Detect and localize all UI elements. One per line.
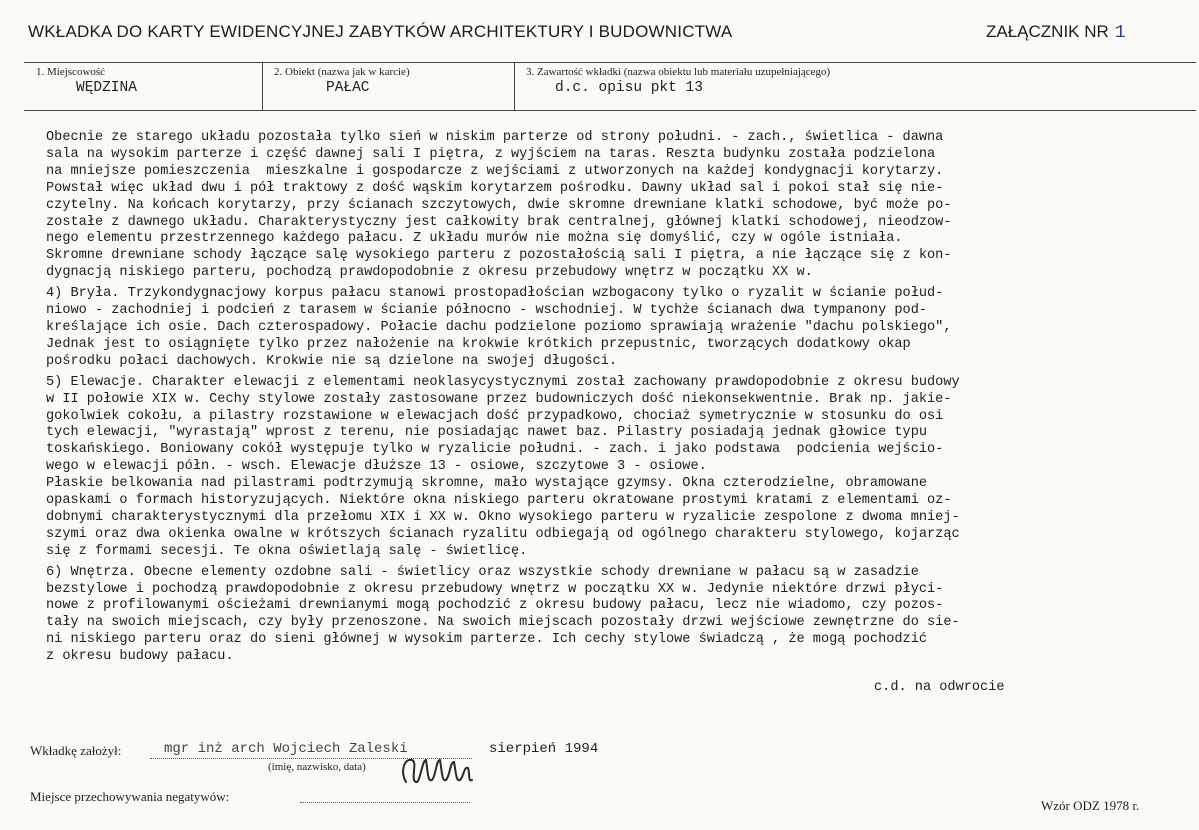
text-line: Powstał więc układ dwu i pół traktowy z dość wąskim korytarzem pośrodku. Dawny układ sal i pokoi stał się nie- (46, 180, 944, 196)
text-line: sala na wysokim parterze i część dawnej sali I piętra, z wyjściem na taras. Reszta budynku została podzielona (46, 146, 936, 162)
text-line: gokolwiek cokołu, a pilastry rozstawione w elewacjach dość przypadkowo, chociaż symetrycznie w stosunku do osi (46, 408, 944, 424)
text-line: w II połowie XIX w. Cechy stylowe zostały zastosowane przez budowniczych dość niekonsekwentnie. Brak np. jakie- (46, 391, 952, 407)
text-line: szymi oraz dwa okienka owalne w krótszych ścianach ryzalitu odbiegają od ogólnego charakteru stylowego, kojarząc (46, 526, 960, 542)
attachment-label: ZAŁĄCZNIK NR (986, 22, 1109, 41)
form-title: WKŁADKA DO KARTY EWIDENCYJNEJ ZABYTKÓW ARCHITEKTURY I BUDOWNICTWA (28, 22, 733, 41)
text-line: na mniejsze pomieszczenia mieszkalne i gospodarcze z wejściami z utworzonych na każdej kondygnacji korytarzy. (46, 163, 944, 179)
author-name: mgr inż arch Wojciech Zaleski (164, 741, 408, 757)
text-line: z okresu budowy pałacu. (46, 649, 234, 665)
locality-value: WĘDZINA (76, 80, 137, 96)
negatives-label: Miejsce przechowywania negatywów: (30, 789, 230, 804)
field-divider-1 (262, 62, 263, 110)
contents-value: d.c. opisu pkt 13 (555, 80, 703, 96)
name-hint: (imię, nazwisko, data) (268, 761, 366, 773)
text-line: opaskami o formach historyzujących. Niektóre okna niskiego parteru okratowane prostymi kratami z elementami oz- (46, 493, 952, 509)
header-top-rule (24, 62, 1196, 63)
attachment-number (986, 22, 1126, 43)
text-line: tych elewacji, "wyrastają" wprost z terenu, nie posiadając nawet baz. Pilastry posiadają jednak głowice typu (46, 425, 928, 441)
text-line: się z formami secesji. Te okna oświetlają salę - świetlicę. (46, 543, 528, 559)
signature-icon (398, 752, 482, 792)
text-line: Obecnie ze starego układu pozostała tylko sień w niskim parterze od strony południ. - zach., świetlica - dawna (46, 130, 944, 145)
text-line: 6) Wnętrza. Obecne elementy ozdobne sali - świetlicy oraz wszystkie schody drewniane w pałacu są w zasadzie (46, 564, 919, 580)
text-line: czytelny. Na końcach korytarzy, przy ścianach szczytowych, dwie skromne drewniane klatki schodowe, być może po- (46, 197, 952, 213)
text-line: dobnymi charakterystycznymi dla przełomu XIX i XX w. Okno wysokiego parteru w ryzalicie zespolone z dwoma mniej- (46, 509, 960, 525)
text-line: zostałe z dawnego układu. Charakterystyczny jest całkowity brak centralnej, głównej klatki schodowej, nieodzow- (46, 214, 952, 230)
text-line: niowo - zachodniej i podcień z tarasem w ścianie północno - wschodniej. W tychże ścianach dwa tympanony pod- (46, 303, 928, 319)
insert-by-label: Wkładkę założył: (30, 743, 122, 758)
text-line: dygnacją niskiego parteru, pochodzą prawdopodobnie z okresu przebudowy wnętrz w początku XX w. (46, 265, 813, 281)
description-text (46, 130, 1191, 666)
contents-label: 3. Zawartość wkładki (nazwa obiektu lub materiału uzupełniającego) (526, 66, 831, 78)
text-line: bezstylowe i pochodzą prawdopodobnie z okresu przebudowy wnętrz w początku XX w. Jedynie niektóre drzwi płyci- (46, 581, 944, 597)
field-divider-2 (514, 62, 515, 110)
attachment-value: 1 (1114, 23, 1126, 43)
text-line: pośrodku połaci dachowych. Krokwie nie są dzielone na swojej długości. (46, 353, 618, 369)
object-value: PAŁAC (326, 80, 370, 96)
text-line: Płaskie belkowania nad pilastrami podtrzymują skromne, mało wystające gzymsy. Okna czterodzielne, obramowane (46, 476, 928, 492)
text-line: tały na swoich miejscach, czy były przenoszone. Na swoich miejscach pozostały drzwi wejściowe zewnętrzne do sie- (46, 615, 960, 631)
text-line: 4) Bryła. Trzykondygnacjowy korpus pałacu stanowi prostopadłościan wzbogacony tylko o ryzalit w ścianie połud- (46, 286, 944, 302)
header-bottom-rule (24, 110, 1196, 111)
text-line: nowe z profilowanymi ościeżami drewnianymi mogą pochodzić z okresu budowy pałacu, lecz nie wiadomo, czy pozos- (46, 598, 944, 614)
template-id: Wzór ODZ 1978 r. (1041, 798, 1140, 813)
insert-date: sierpień 1994 (489, 741, 599, 757)
negatives-line (300, 802, 470, 803)
text-line: wego w elewacji półn. - wsch. Elewacje dłuższe 13 - osiowe, szczytowe 3 - osiowe. (46, 459, 707, 475)
text-line: Jednak jest to osiągnięte tylko przez nałożenie na krokwie krótkich przepustnic, tworzących dodatkowy okap (46, 336, 911, 352)
text-line: 5) Elewacje. Charakter elewacji z elementami neoklasycystycznymi został zachowany prawdopodobnie z okresu budowy (46, 374, 960, 390)
text-line: ni niskiego parteru oraz do sieni głównej w wysokim parterze. Ich cechy stylowe świadczą , że mogą pochodzić (46, 632, 928, 648)
text-line: toskańskiego. Boniowany cokół występuje tylko w ryzalicie południ. - zach. i jako podstawa podcienia wejścio- (46, 442, 944, 458)
continued-note: c.d. na odwrocie (874, 680, 1005, 695)
object-label: 2. Obiekt (nazwa jak w karcie) (274, 66, 410, 78)
text-line: Skromne drewniane schody łączące salę wysokiego parteru z pozostałością sali I piętra, a nie łączące się z kon- (46, 248, 952, 264)
locality-label: 1. Miejscowość (36, 66, 106, 78)
text-line: nego elementu przestrzennego każdego pałacu. Z układu murów nie można się domyślić, czy w ogóle istniała. (46, 231, 903, 247)
text-line: kreślające ich osie. Dach czterospadowy. Połacie dachu podzielone poziomo sprawiają wrażenie "dachu polskiego", (46, 319, 952, 335)
